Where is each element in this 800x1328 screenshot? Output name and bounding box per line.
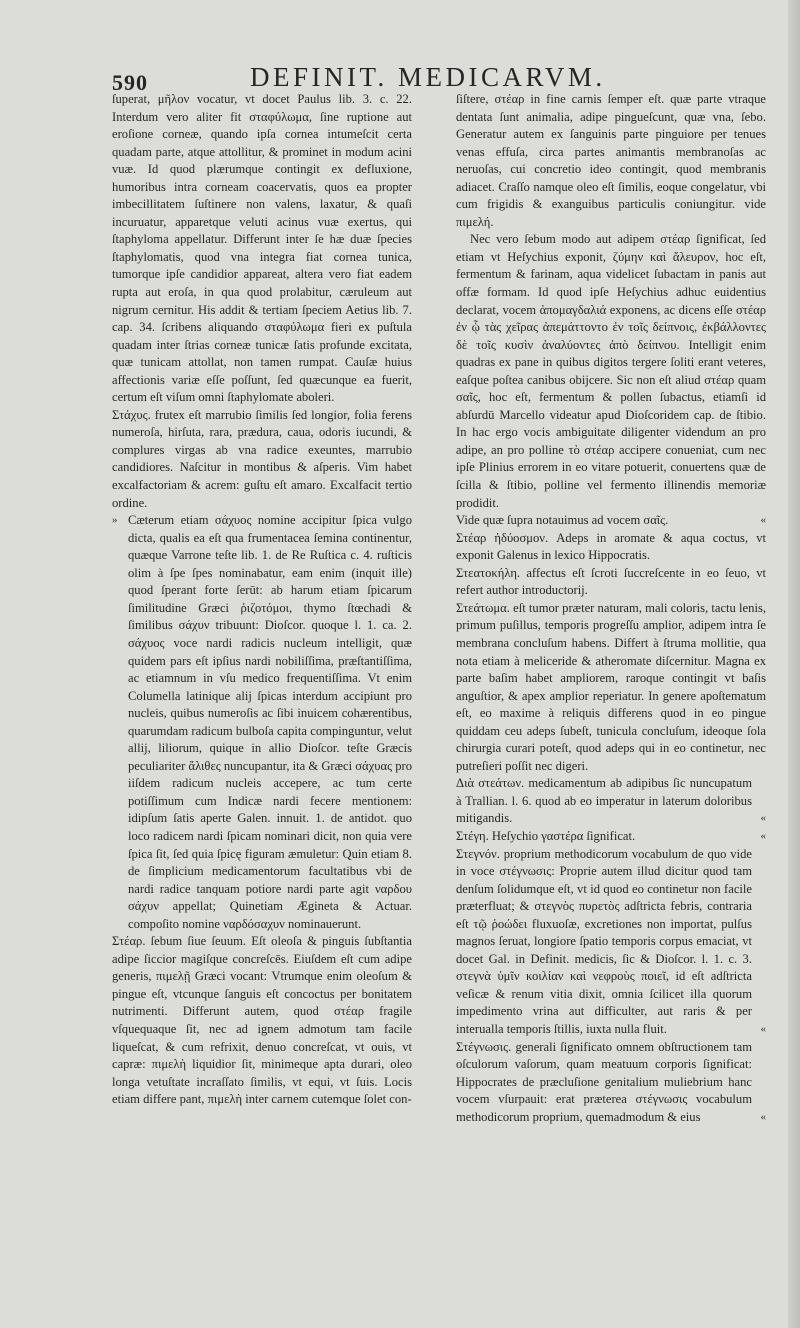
dictionary-entry: Στεγνόν. proprium methodicorum vocabulum de quo vide in voce στέγνωσις: Proprie autem illud dicitur quod tam denſum ſolidumque eſt, vt id quod eo continetur non facile præterfluat; & στεγνὸς πυρετὸς adſtricta febris, contraria eſt τῷ ῥοώδει fluxuoſæ, excretiones non importat, pulſus magnos ſeruat, longiore ſpatio temporis corpus emaciat, vt docet Gal. in Definit. medicis, ſic & Dioſcor. l. 1. c. 3. στεγνὰ ὑμῖν κοιλίαν καὶ νεφροὺς ποιεῖ, id eſt adſtricta veſicæ & renum vitia dixit, omnia ſcilicet illa quorum impedimento vrina aut difficulter, aut raris & per interualla temporis ſtillis, iuxta nulla fluit. « xyxy=(456,846,766,1039)
dictionary-entry: Στέγη. Heſychio γαστέρα ſignificat. « xyxy=(456,828,766,846)
dictionary-entry: » Cæterum etiam σάχυος nomine accipitur ſpica vulgo dicta, qualis ea eſt qua frumentacea ſemina continentur, quæque Varrone teſte lib. 1. de Re Ruſtica c. 4. ruſticis olim à ſpe ſpes nominabatur, eam enim (inquit ille) quod ſperant forte ſerūt: ab harum etiam ſpicarum ſimilitudine Græci ῥιζοτόμοι, thymo ſtœchadi & ſimilibus σάχυν tribuunt: Dioſcor. quoque l. 1. ca. 2. σάχυος voce nardi radicis nucleum intelligit, quæ quidem pars eſt ipſius nardi nobiliſſima, præſtantiſſima, ac etiamnum in vſu medico frequentiſſima. Vt enim Columella latinique alij ſpicas interdum accipiunt pro nucleis, quibus numeroſis ac ſibi inuicem cohærentibus, quarumdam radicum bulboſa capita compinguntur, velut allij, liliorum, quique in allio Dioſcor. teſte Græcis peculiariter ἄλιθες nuncupantur, ita & Græci σάχυας pro iiſdem radicum nucleis accepere, ac tum certe potiſſimum cum Indicæ nardi fecere mentionem: idipſum ſatis aperte Galen. innuit. 1. de antidot. quo loco radicem nardi ſpicam nominari dicit, non quia vere ſpica ſit, ſed quia ſpicę figuram æmuletur: Quin etiam 8. de ſimplicium medicamentorum facultatibus vbi de nardi radice tanquam potiore nardi parte agit ναρδου σάχυν appellat; Quinetiam Ægineta & Actuar. compoſito nomine ναρδόσαχυν nominauerunt. xyxy=(112,512,412,933)
page-number: 590 xyxy=(112,70,148,95)
dictionary-entry: Στέαρ. ſebum ſiue ſeuum. Eſt oleoſa & pinguis ſubſtantia adipe ſiccior magiſque concreſcēs. Eiuſdem eſt cum adipe generis, πιμελῇ Græci vocant: Vtrumque enim oleoſum & pingue eſt, vtcunque ſanguis eſt concoctus per bonitatem nutrimenti. Differunt autem, quod στέαρ fragile vſquequaque ſit, nec ad ignem admotum tam facile liqueſcat, & cum refrixit, denuo concreſcat, vt ouis, vt capræ: πιμελὴ liquidior ſit, minimeque apta durari, oleo longa vetuſtate incraſſato ſimilis, vt equi, vt ſuis. Locis etiam differe pant, πιμελὴ inter carnem cutemque ſolet con- xyxy=(112,934,412,1107)
dictionary-entry: ſuperat, μῆλον vocatur, vt docet Paulus lib. 3. c. 22. Interdum vero aliter fit σταφύλωμα, ſine ruptione aut eroſione corneæ, quando ipſa cornea intumeſcit certa quadam parte, atque attollitur, & prominet in modum acini vuæ. Id quod plærumque contingit ex defluxione, humoribus intra corneam coacervatis, quos ea propter imbecillitatem ſuſtinere non valens, laxatur, & quaſi incuruatur, apparetque veluti acinus vuæ exertus, qui ſtaphyloma appellatur. Differunt inter ſe hæ duæ ſpecies ſtaphylomatis, quod vna integra fiat cornea tunica, tumorque ipſe candidior appareat, altera vero fiat eadem rupta aut eroſa, in qua quod prolabitur, cæruleum aut nigrum cernitur. His addit & tertiam ſpeciem Aetius lib. 7. cap. 34. ſcribens aliquando σταφύλωμα fieri ex puſtula quadam inter ſtrias corneæ tunicæ ſatis profunde excitata, quæ tunicam attollat, non tamen rumpat. Cauſæ huius affectionis variæ eſſe poſſunt, ſed quæcunque ea fuerit, certum eſt viſum omni ſtaphylomate aboleri. xyxy=(112,92,412,405)
dictionary-entry: Στάχυς. frutex eſt marrubio ſimilis ſed longior, folia ferens numeroſa, hirſuta, rara, prædura, caua, odoris iucundi, & complures virgas ab vna radice exeuntes, marrubio candidiores. Naſcitur in montibus & aſperis. Vim habet excalfactoriam & acrem: guſtu eſt amaro. Excalfacit tertio ordine. xyxy=(112,407,412,510)
right-column xyxy=(456,91,766,1126)
dictionary-entry: Στεάτωμα. eſt tumor præter naturam, mali coloris, tactu lenis, primum puſillus, temporis progreſſu amplior, adipem intra ſe membrana concluſum habens. Differt à ſtruma mollitie, qua nota etiam à meliceride & atheromate diſcernitur. Magna ex parte baſim habet ampliorem, raroque contingit vt baſis anguſtior, & apex amplior reperiatur. In genere apoſtematum eſt, eo maxime à reliquis differens quod in eo pingue quiddam ceu adeps ſubeſt, tunicula concluſum, ideoque ſola chirurgia curari poteſt, quod adeps qui in eo continetur, nec putreſieri poſſit nec digeri. xyxy=(456,600,766,773)
running-head: DEFINIT. MEDICARVM. xyxy=(250,62,606,92)
dictionary-entry: Διὰ στεάτων. medicamentum ab adipibus ſic nuncupatum à Trallian. l. 6. quod ab eo imperatur in laterum doloribus mitigandis. « xyxy=(456,775,766,828)
dictionary-entry: Nec vero ſebum modo aut adipem στέαρ ſignificat, ſed etiam vt Heſychius exponit, ζύμην καὶ ἄλευρον, hoc eſt, fermentum & farinam, aqua videlicet ſubactam in panis aut offæ formam. Id quod ipſe Heſychius adhuc euidentius declarat, vocem ἀπομαγδαλιά exponens, ac dicens eſſe στέαρ ἐν ᾧ τὰς χεῖρας ἀπεμάττοντο ἐν τοῖς δείπνοις, ἐκβάλλοντες δὲ τοῖς κυσὶν ἀναλύοντες ἀπὸ δείπνου. Intelligit enim quadras ex pane in quibus digitos tergere ſoliti erant veteres, eaſque poſtea canibus obijcere. Sic non eſt aliud στέαρ quam σαῖς, hoc eſt, fermentum & pollen ſubactus, etiamſi id abſurdū Marcello videatur apud Dioſcoridem cap. de ſtibio. In hac ergo vocis ambiguitate diligenter videndum an pro adipe, an pro polline τὸ στέαρ accipere conueniat, cum nec ipſe Plinius errorem in eo vitare potuerit, conuertens quæ de ſcilla & ſtibio, polline vel fermento illinendis memoriæ prodidit. xyxy=(456,232,766,510)
left-column xyxy=(112,91,412,1109)
facing-page-edge xyxy=(788,0,800,1328)
dictionary-entry: Στέαρ ἡδύοσμον. Adeps in aromate & aqua coctus, vt exponit Galenus in lexico Hippocratis. xyxy=(456,530,766,563)
dictionary-entry: Vide quæ ſupra notauimus ad vocem σαῖς. « xyxy=(456,512,766,530)
dictionary-entry: Στέγνωσις. generali ſignificato omnem obſtructionem tam oſculorum vaſorum, quam meatuum corporis ſignificat: Hippocrates de præcluſione genitalium muliebrium hanc vocem vſurpauit: erat præterea στέγνωσις vocabulum methodicorum proprium, quemadmodum & eius « xyxy=(456,1039,766,1127)
dictionary-entry: ſiſtere, στέαρ in fine carnis ſemper eſt. quæ parte vtraque dentata ſunt animalia, adipe pingueſcunt, quæ vna, ſebo. Generatur autem ex ſanguinis parte pinguiore per tenues venas effuſa, circa partes animantis membranoſas ac neruoſas, cui concretio ideo contingit, quod membranis adiacet. Craſſo namque oleo eſt ſimilis, eoque congelatur, vbi cum frigidis & exanguibus particulis coniungitur. vide πιμελή. xyxy=(456,92,766,229)
dictionary-entry: Στεατοκήλη. affectus eſt ſcroti ſuccreſcente in eo ſeuo, vt refert author introductorij. xyxy=(456,565,766,598)
